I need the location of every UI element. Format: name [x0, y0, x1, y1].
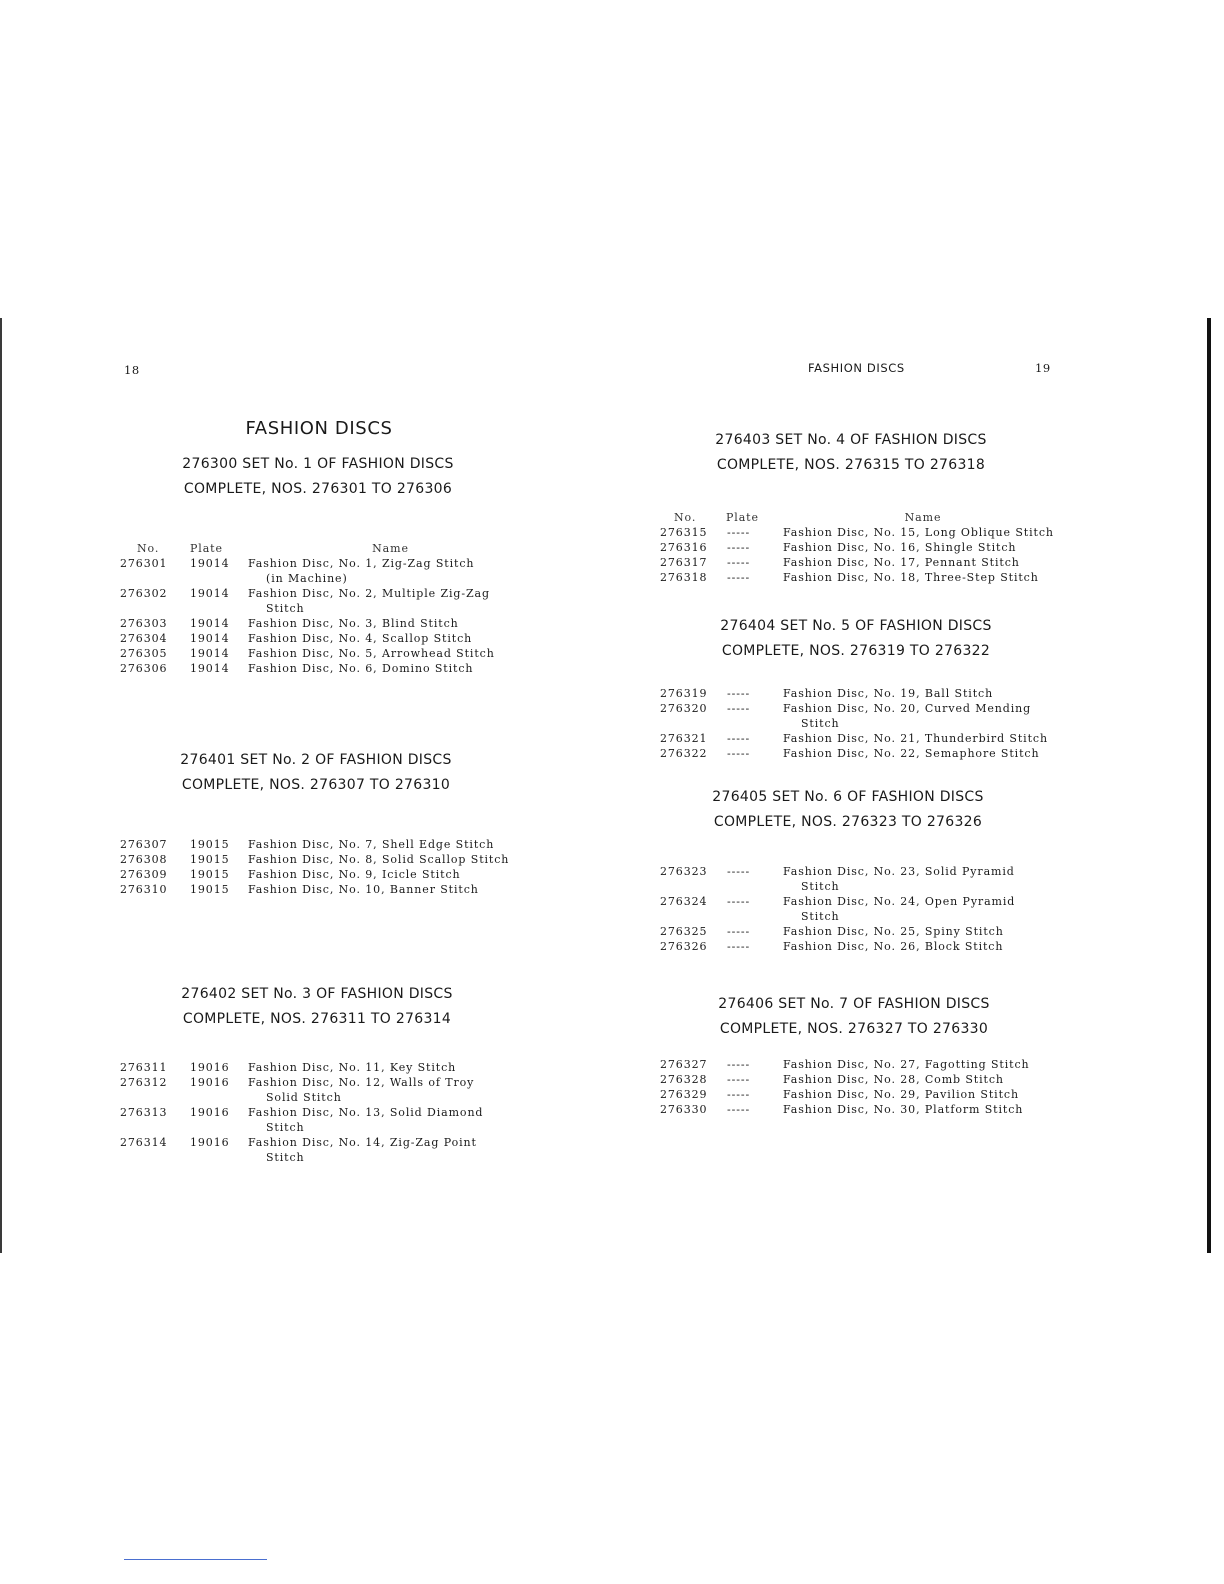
- part-number: 276309: [120, 868, 168, 881]
- table-row: [660, 924, 1060, 939]
- table-header: [120, 541, 510, 556]
- left-page-number: 18: [124, 363, 140, 377]
- part-number: 276322: [660, 747, 708, 760]
- table-row: [660, 686, 1060, 701]
- set-7-table: [660, 1057, 1060, 1117]
- set-heading-6: [648, 785, 1048, 834]
- plate-number: -----: [727, 1058, 751, 1071]
- table-row: [120, 1060, 510, 1075]
- part-number: 276325: [660, 925, 708, 938]
- set-heading-line: COMPLETE, NOS. 276319 TO 276322: [721, 642, 991, 659]
- set-heading-line: COMPLETE, NOS. 276307 TO 276310: [181, 776, 451, 793]
- part-name: Fashion Disc, No. 21, Thunderbird Stitch: [783, 732, 1048, 745]
- set-1-table: [120, 541, 510, 676]
- set-heading-4: [651, 428, 1051, 477]
- table-row: [660, 540, 1060, 555]
- table-row: [660, 939, 1060, 954]
- part-name: Fashion Disc, No. 17, Pennant Stitch: [783, 556, 1020, 569]
- plate-number: 19016: [190, 1106, 230, 1119]
- running-head: FASHION DISCS: [808, 361, 905, 375]
- plate-number: -----: [727, 1103, 751, 1116]
- table-row: [120, 882, 510, 897]
- set-2-table: [120, 837, 510, 897]
- set-heading-line: COMPLETE, NOS. 276327 TO 276330: [719, 1020, 989, 1037]
- table-row: [660, 1087, 1060, 1102]
- page-edge-right: [1207, 318, 1211, 1253]
- part-name: Fashion Disc, No. 18, Three-Step Stitch: [783, 571, 1039, 584]
- table-row: [120, 1075, 510, 1105]
- page-title: FASHION DISCS: [245, 418, 393, 439]
- part-number: 276313: [120, 1106, 168, 1119]
- plate-number: -----: [727, 526, 751, 539]
- plate-number: 19014: [190, 587, 230, 600]
- set-heading-5: [656, 614, 1056, 663]
- table-row: [660, 864, 1060, 894]
- plate-number: -----: [727, 1073, 751, 1086]
- table-row: [660, 1072, 1060, 1087]
- set-5-table: [660, 686, 1060, 761]
- plate-number: 19015: [190, 853, 230, 866]
- set-heading-7: [654, 992, 1054, 1041]
- part-number: 276311: [120, 1061, 168, 1074]
- set-heading-3: [117, 982, 517, 1031]
- part-name: Fashion Disc, No. 11, Key Stitch: [248, 1061, 457, 1074]
- footnote-rule: [124, 1559, 267, 1560]
- table-row: [120, 837, 510, 852]
- table-row: [660, 525, 1060, 540]
- plate-number: 19016: [190, 1061, 230, 1074]
- plate-number: 19016: [190, 1136, 230, 1149]
- part-number: 276301: [120, 557, 168, 570]
- table-row: [660, 746, 1060, 761]
- table-row: [120, 661, 510, 676]
- part-name: Fashion Disc, No. 6, Domino Stitch: [248, 662, 474, 675]
- part-name: Fashion Disc, No. 22, Semaphore Stitch: [783, 747, 1040, 760]
- column-header-plate: Plate: [726, 511, 759, 524]
- plate-number: 19014: [190, 647, 230, 660]
- plate-number: 19015: [190, 883, 230, 896]
- set-heading-line: COMPLETE, NOS. 276323 TO 276326: [713, 813, 983, 830]
- part-name: Fashion Disc, No. 30, Platform Stitch: [783, 1103, 1024, 1116]
- part-name: Fashion Disc, No. 16, Shingle Stitch: [783, 541, 1017, 554]
- set-4-table: [660, 510, 1060, 585]
- plate-number: -----: [727, 687, 751, 700]
- table-row: [660, 570, 1060, 585]
- part-number: 276310: [120, 883, 168, 896]
- part-number: 276314: [120, 1136, 168, 1149]
- part-number: 276303: [120, 617, 168, 630]
- plate-number: 19016: [190, 1076, 230, 1089]
- part-name: Fashion Disc, No. 24, Open Pyramid Stitch: [783, 895, 1016, 923]
- plate-number: -----: [727, 895, 751, 908]
- plate-number: 19015: [190, 838, 230, 851]
- part-name: Fashion Disc, No. 28, Comb Stitch: [783, 1073, 1004, 1086]
- part-name: Fashion Disc, No. 20, Curved Mending Stitch: [783, 702, 1032, 730]
- column-header-no: No.: [674, 511, 697, 524]
- part-number: 276321: [660, 732, 708, 745]
- column-header-name: Name: [372, 542, 409, 555]
- plate-number: 19014: [190, 632, 230, 645]
- part-name: Fashion Disc, No. 4, Scallop Stitch: [248, 632, 473, 645]
- table-row: [660, 894, 1060, 924]
- part-name: Fashion Disc, No. 26, Block Stitch: [783, 940, 1004, 953]
- set-heading-line: 276403 SET No. 4 OF FASHION DISCS: [715, 432, 987, 448]
- set-heading-line: COMPLETE, NOS. 276315 TO 276318: [716, 456, 986, 473]
- part-number: 276315: [660, 526, 708, 539]
- table-row: [660, 701, 1060, 731]
- part-name: Fashion Disc, No. 25, Spiny Stitch: [783, 925, 1004, 938]
- plate-number: -----: [727, 702, 751, 715]
- part-number: 276308: [120, 853, 168, 866]
- column-header-plate: Plate: [190, 542, 223, 555]
- plate-number: -----: [727, 556, 751, 569]
- part-number: 276305: [120, 647, 168, 660]
- part-name: Fashion Disc, No. 29, Pavilion Stitch: [783, 1088, 1019, 1101]
- set-heading-2: [116, 748, 516, 797]
- part-name: Fashion Disc, No. 1, Zig-Zag Stitch (in Machine): [248, 557, 475, 585]
- part-name: Fashion Disc, No. 12, Walls of Troy Solid Stitch: [248, 1076, 475, 1104]
- set-heading-line: 276402 SET No. 3 OF FASHION DISCS: [181, 986, 453, 1002]
- part-name: Fashion Disc, No. 15, Long Oblique Stitch: [783, 526, 1054, 539]
- plate-number: 19014: [190, 557, 230, 570]
- part-name: Fashion Disc, No. 5, Arrowhead Stitch: [248, 647, 495, 660]
- table-row: [120, 867, 510, 882]
- plate-number: -----: [727, 925, 751, 938]
- plate-number: -----: [727, 865, 751, 878]
- table-row: [120, 1105, 510, 1135]
- plate-number: -----: [727, 940, 751, 953]
- set-heading-line: COMPLETE, NOS. 276301 TO 276306: [183, 480, 453, 497]
- set-heading-line: 276405 SET No. 6 OF FASHION DISCS: [712, 789, 984, 805]
- part-number: 276318: [660, 571, 708, 584]
- part-number: 276323: [660, 865, 708, 878]
- set-heading-line: 276401 SET No. 2 OF FASHION DISCS: [180, 752, 452, 768]
- table-row: [120, 556, 510, 586]
- table-row: [660, 1102, 1060, 1117]
- table-row: [120, 631, 510, 646]
- part-number: 276306: [120, 662, 168, 675]
- set-heading-line: 276404 SET No. 5 OF FASHION DISCS: [720, 618, 992, 634]
- part-name: Fashion Disc, No. 10, Banner Stitch: [248, 883, 479, 896]
- set-heading-line: 276300 SET No. 1 OF FASHION DISCS: [182, 456, 454, 472]
- plate-number: -----: [727, 541, 751, 554]
- part-number: 276302: [120, 587, 168, 600]
- set-heading-line: 276406 SET No. 7 OF FASHION DISCS: [718, 996, 990, 1012]
- column-header-name: Name: [904, 511, 942, 524]
- part-number: 276320: [660, 702, 708, 715]
- part-name: Fashion Disc, No. 14, Zig-Zag Point Stitch: [248, 1136, 477, 1164]
- set-3-table: [120, 1060, 510, 1165]
- plate-number: 19014: [190, 662, 230, 675]
- table-row: [660, 555, 1060, 570]
- part-number: 276304: [120, 632, 168, 645]
- column-header-no: No.: [137, 542, 160, 555]
- part-name: Fashion Disc, No. 9, Icicle Stitch: [248, 868, 461, 881]
- table-row: [660, 1057, 1060, 1072]
- part-number: 276316: [660, 541, 708, 554]
- part-number: 276319: [660, 687, 708, 700]
- plate-number: -----: [727, 571, 751, 584]
- part-number: 276330: [660, 1103, 708, 1116]
- set-heading-1: [118, 452, 518, 501]
- part-name: Fashion Disc, No. 27, Fagotting Stitch: [783, 1058, 1030, 1071]
- table-row: [120, 616, 510, 631]
- part-number: 276326: [660, 940, 708, 953]
- part-number: 276312: [120, 1076, 168, 1089]
- page-edge-left: [0, 318, 2, 1253]
- table-row: [120, 646, 510, 661]
- part-number: 276328: [660, 1073, 708, 1086]
- table-row: [120, 852, 510, 867]
- part-name: Fashion Disc, No. 19, Ball Stitch: [783, 687, 994, 700]
- set-heading-line: COMPLETE, NOS. 276311 TO 276314: [182, 1010, 452, 1027]
- part-name: Fashion Disc, No. 2, Multiple Zig-Zag Stitch: [248, 587, 490, 615]
- part-number: 276307: [120, 838, 168, 851]
- part-number: 276324: [660, 895, 708, 908]
- table-header: [660, 510, 1060, 525]
- right-page-number: 19: [1035, 361, 1051, 375]
- part-name: Fashion Disc, No. 3, Blind Stitch: [248, 617, 459, 630]
- table-row: [660, 731, 1060, 746]
- part-name: Fashion Disc, No. 13, Solid Diamond Stitch: [248, 1106, 484, 1134]
- part-number: 276317: [660, 556, 708, 569]
- part-name: Fashion Disc, No. 7, Shell Edge Stitch: [248, 838, 495, 851]
- set-6-table: [660, 864, 1060, 954]
- plate-number: -----: [727, 732, 751, 745]
- table-row: [120, 586, 510, 616]
- plate-number: 19014: [190, 617, 230, 630]
- table-row: [120, 1135, 510, 1165]
- plate-number: -----: [727, 1088, 751, 1101]
- part-name: Fashion Disc, No. 8, Solid Scallop Stitch: [248, 853, 510, 866]
- plate-number: 19015: [190, 868, 230, 881]
- part-name: Fashion Disc, No. 23, Solid Pyramid Stitch: [783, 865, 1015, 893]
- part-number: 276327: [660, 1058, 708, 1071]
- part-number: 276329: [660, 1088, 708, 1101]
- plate-number: -----: [727, 747, 751, 760]
